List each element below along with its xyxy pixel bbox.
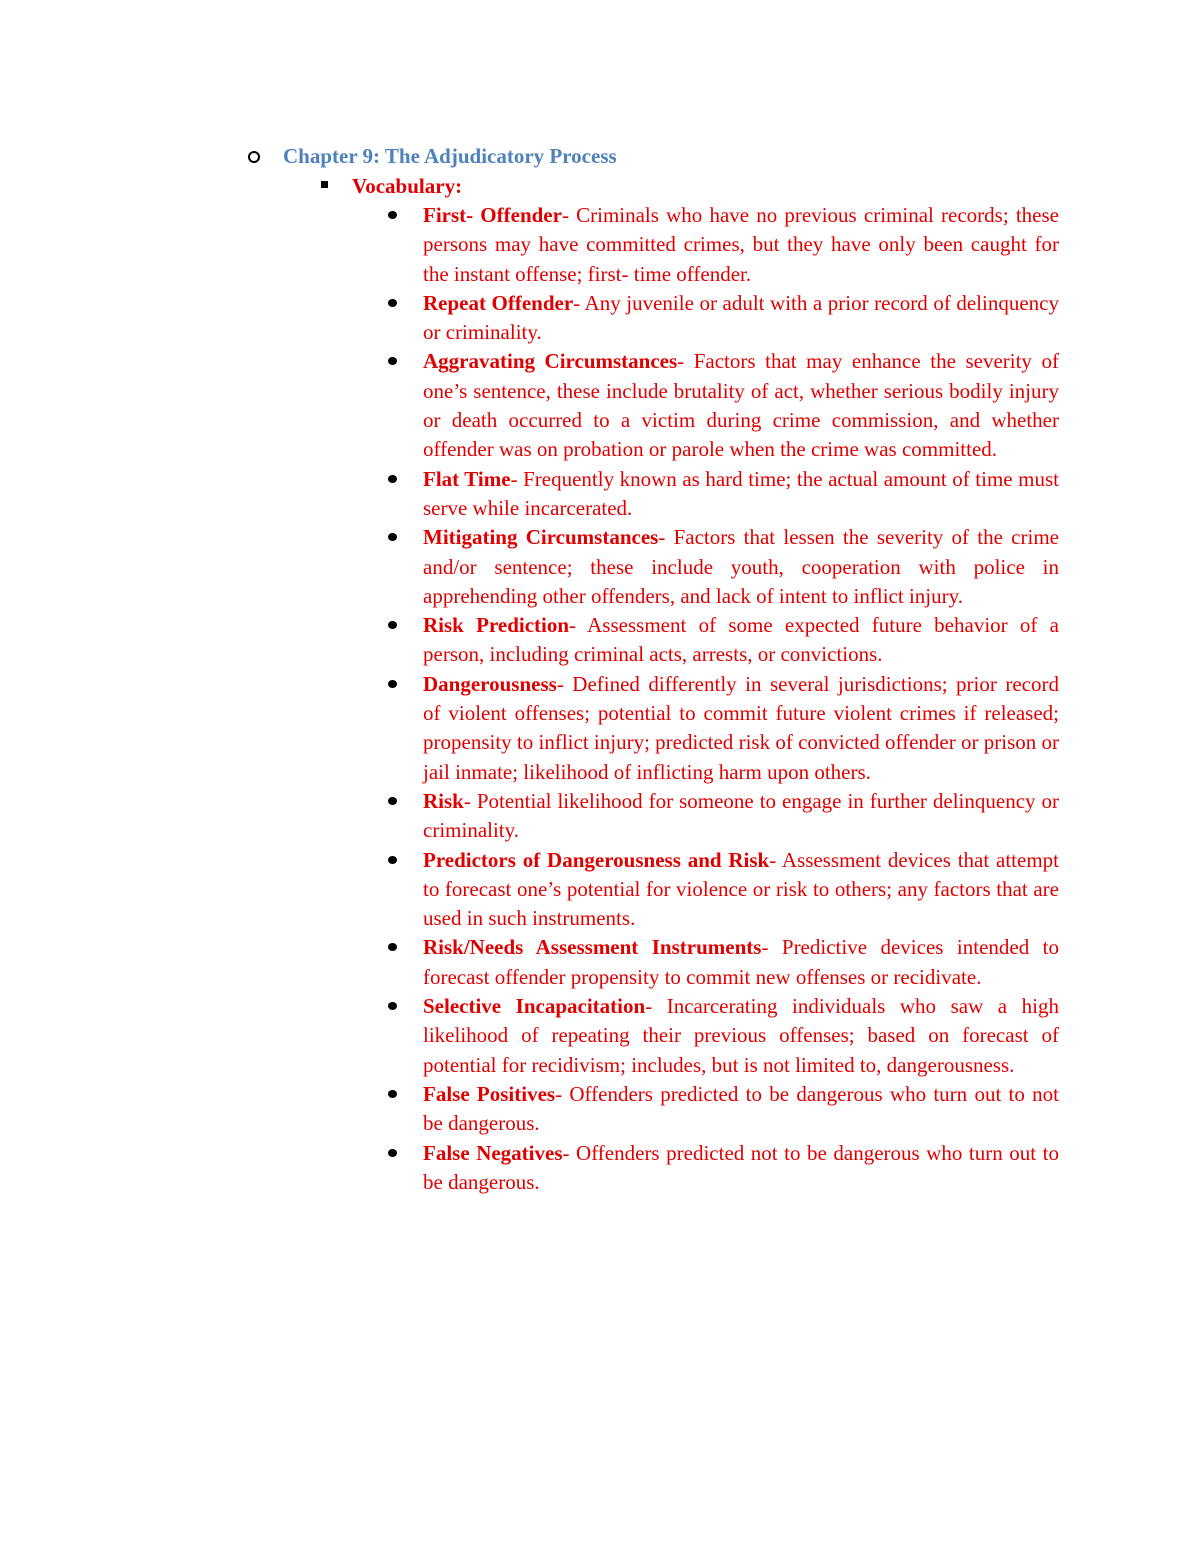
disc-bullet-icon bbox=[388, 533, 397, 541]
term-name: Risk bbox=[423, 788, 464, 813]
term-name: Predictors of Dangerousness and Risk bbox=[423, 847, 770, 872]
disc-bullet-icon bbox=[388, 475, 397, 483]
term-definition: - Factors that may enhance the severity of one’s sentence, these include brutality of act, whether serious bodily injury or death occurred to a victim during crime commission, and whether offender was on probation or parole when the crime was committed. bbox=[423, 349, 1059, 462]
vocabulary-item bbox=[423, 787, 1059, 846]
section-label: Vocabulary: bbox=[352, 174, 463, 198]
disc-bullet-icon bbox=[388, 299, 397, 307]
term-definition: - Incarcerating individuals who saw a high likelihood of repeating their previous offenses; based on forecast of potential for recidivism; includes, but is not limited to, dangerousness. bbox=[423, 994, 1059, 1077]
vocabulary-item bbox=[423, 992, 1059, 1080]
term-definition: - Assessment devices that attempt to forecast one’s potential for violence or risk to others; any factors that are used in such instruments. bbox=[423, 847, 1059, 931]
vocabulary-item bbox=[423, 289, 1059, 348]
hollow-circle-bullet-icon bbox=[248, 151, 260, 163]
term-name: Aggravating Circumstances bbox=[423, 349, 678, 374]
disc-bullet-icon bbox=[388, 1149, 397, 1157]
term-definition: - Offenders predicted to be dangerous who turn out to not be dangerous. bbox=[423, 1081, 1060, 1136]
term-definition: - Any juvenile or adult with a prior record of delinquency or criminality. bbox=[423, 290, 1059, 345]
disc-bullet-icon bbox=[388, 797, 397, 805]
term-name: First- Offender bbox=[423, 203, 562, 227]
term-name: False Positives bbox=[423, 1081, 556, 1106]
term-name: Flat Time bbox=[423, 466, 511, 491]
term-name: Risk Prediction bbox=[423, 613, 570, 638]
disc-bullet-icon bbox=[388, 856, 397, 864]
term-definition: - Offenders predicted not to be dangerous who turn out to be dangerous. bbox=[423, 1140, 1059, 1194]
vocabulary-item bbox=[423, 611, 1059, 670]
term-definition: - Assessment of some expected future behavior of a person, including criminal acts, arrests, or convictions. bbox=[423, 613, 1059, 667]
vocabulary-item bbox=[423, 846, 1059, 934]
disc-bullet-icon bbox=[388, 1090, 397, 1098]
vocabulary-item bbox=[423, 465, 1059, 524]
vocabulary-item bbox=[423, 523, 1059, 611]
term-name: False Negatives bbox=[423, 1140, 563, 1165]
disc-bullet-icon bbox=[388, 943, 397, 951]
term-name: Repeat Offender bbox=[423, 290, 574, 315]
vocabulary-item bbox=[423, 1080, 1059, 1139]
disc-bullet-icon bbox=[388, 211, 397, 219]
chapter-heading: Chapter 9: The Adjudicatory Process bbox=[283, 144, 617, 168]
term-definition: - Criminals who have no previous criminal records; these persons may have committed crimes, but they have only been caught for the instant offense; first- time offender. bbox=[423, 203, 1059, 286]
term-definition: - Defined differently in several jurisdictions; prior record of violent offenses; potential to commit future violent crimes if released; propensity to inflict injury; predicted risk of convicted offender or prison or jail inmate; likelihood of inflicting harm upon others. bbox=[423, 671, 1059, 784]
term-name: Mitigating Circumstances bbox=[423, 525, 659, 550]
term-definition: - Frequently known as hard time; the actual amount of time must serve while incarcerated. bbox=[423, 466, 1059, 520]
term-name: Dangerousness bbox=[423, 671, 557, 696]
square-bullet-icon bbox=[321, 181, 328, 188]
term-definition: - Predictive devices intended to forecast offender propensity to commit new offenses or recidivate. bbox=[423, 935, 1059, 989]
vocabulary-item bbox=[423, 1139, 1059, 1198]
vocabulary-item bbox=[423, 933, 1059, 992]
disc-bullet-icon bbox=[388, 621, 397, 629]
term-name: Selective Incapacitation bbox=[423, 994, 646, 1019]
term-definition: - Factors that lessen the severity of the crime and/or sentence; these include youth, cooperation with police in apprehending other offenders, and lack of intent to inflict injury. bbox=[423, 525, 1059, 608]
vocabulary-list bbox=[423, 201, 1059, 1197]
vocabulary-item bbox=[423, 347, 1059, 464]
disc-bullet-icon bbox=[388, 680, 397, 688]
term-name: Risk/Needs Assessment Instruments bbox=[423, 935, 762, 960]
disc-bullet-icon bbox=[388, 357, 397, 365]
vocabulary-item bbox=[423, 201, 1059, 289]
term-definition: - Potential likelihood for someone to engage in further delinquency or criminality. bbox=[423, 788, 1059, 843]
disc-bullet-icon bbox=[388, 1002, 397, 1010]
vocabulary-item bbox=[423, 670, 1059, 787]
